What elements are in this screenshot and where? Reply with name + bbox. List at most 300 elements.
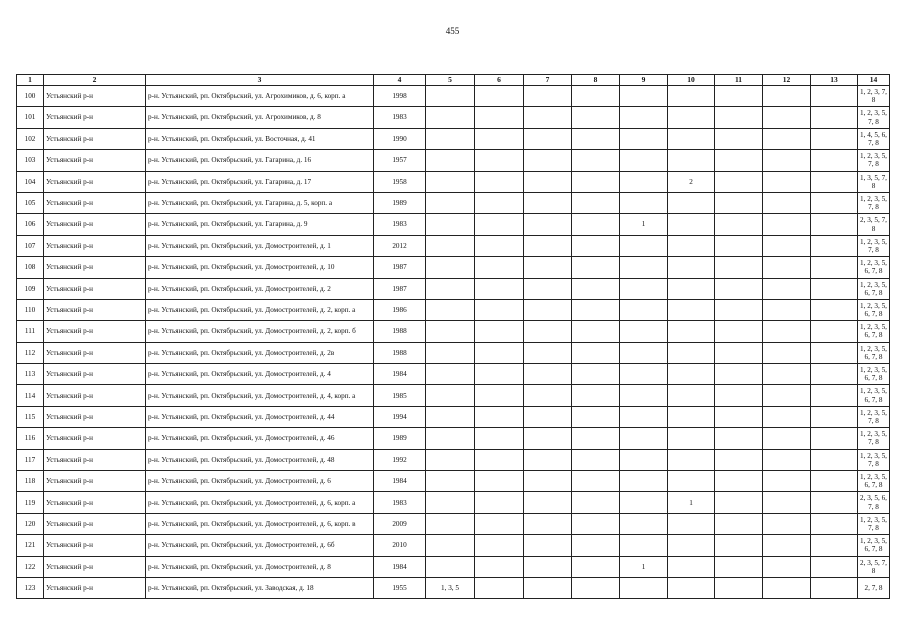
col5-cell — [426, 342, 475, 363]
col14-cell: 1, 2, 3, 5, 7, 8 — [858, 449, 890, 470]
col11-cell — [715, 128, 763, 149]
col8-cell — [572, 556, 620, 577]
address-cell: р-н. Устьянский, рп. Октябрьский, ул. Домостроителей, д. 8 — [146, 556, 374, 577]
col13-cell — [811, 556, 858, 577]
table-row — [17, 171, 890, 192]
col12-cell — [763, 171, 811, 192]
col9-cell — [620, 299, 668, 320]
col10-cell — [668, 321, 715, 342]
col6-cell — [475, 492, 524, 513]
table-row — [17, 257, 890, 278]
col9-cell — [620, 385, 668, 406]
col10-cell — [668, 257, 715, 278]
address-cell: р-н. Устьянский, рп. Октябрьский, ул. Агрохимиков, д. 8 — [146, 107, 374, 128]
col14-cell: 1, 2, 3, 5, 6, 7, 8 — [858, 342, 890, 363]
col5-cell — [426, 428, 475, 449]
col7-cell — [524, 299, 572, 320]
col12-cell — [763, 364, 811, 385]
year-cell: 2012 — [374, 235, 426, 256]
col10-cell — [668, 342, 715, 363]
col14-cell: 1, 2, 3, 5, 6, 7, 8 — [858, 471, 890, 492]
col6-cell — [475, 513, 524, 534]
district-cell: Устьянский р-н — [44, 192, 146, 213]
col5-cell — [426, 492, 475, 513]
col8-cell — [572, 342, 620, 363]
district-cell: Устьянский р-н — [44, 406, 146, 427]
year-cell: 1992 — [374, 449, 426, 470]
col7-cell — [524, 492, 572, 513]
col8-cell — [572, 107, 620, 128]
row-number-cell: 120 — [17, 513, 44, 534]
year-cell: 1988 — [374, 342, 426, 363]
district-cell: Устьянский р-н — [44, 449, 146, 470]
col8-cell — [572, 449, 620, 470]
col6-cell — [475, 150, 524, 171]
year-cell: 1958 — [374, 171, 426, 192]
col13-cell — [811, 513, 858, 534]
col12-cell — [763, 107, 811, 128]
col6-cell — [475, 428, 524, 449]
col14-cell: 1, 2, 3, 5, 7, 8 — [858, 150, 890, 171]
col11-cell — [715, 86, 763, 107]
district-cell: Устьянский р-н — [44, 577, 146, 598]
year-cell: 1990 — [374, 128, 426, 149]
housing-registry-table — [16, 74, 890, 599]
col10-cell — [668, 577, 715, 598]
address-cell: р-н. Устьянский, рп. Октябрьский, ул. Домостроителей, д. 1 — [146, 235, 374, 256]
col6-cell — [475, 86, 524, 107]
year-cell: 1984 — [374, 471, 426, 492]
col7-cell — [524, 86, 572, 107]
row-number-cell: 113 — [17, 364, 44, 385]
col9-cell — [620, 577, 668, 598]
col7-cell — [524, 428, 572, 449]
col10-cell — [668, 385, 715, 406]
col9-cell — [620, 342, 668, 363]
address-cell: р-н. Устьянский, рп. Октябрьский, ул. Заводская, д. 18 — [146, 577, 374, 598]
col8-cell — [572, 471, 620, 492]
col14-cell: 1, 2, 3, 5, 7, 8 — [858, 428, 890, 449]
col7-cell — [524, 321, 572, 342]
col14-cell: 2, 3, 5, 7, 8 — [858, 556, 890, 577]
col5-cell — [426, 150, 475, 171]
col11-cell — [715, 577, 763, 598]
table-row — [17, 278, 890, 299]
col6-cell — [475, 406, 524, 427]
col5-cell — [426, 299, 475, 320]
col14-cell: 2, 3, 5, 6, 7, 8 — [858, 492, 890, 513]
col9-cell — [620, 150, 668, 171]
col5-cell — [426, 385, 475, 406]
col9-cell — [620, 107, 668, 128]
table-row — [17, 385, 890, 406]
col8-cell — [572, 492, 620, 513]
address-cell: р-н. Устьянский, рп. Октябрьский, ул. Гагарина, д. 9 — [146, 214, 374, 235]
address-cell: р-н. Устьянский, рп. Октябрьский, ул. Гагарина, д. 5, корп. а — [146, 192, 374, 213]
col9-cell — [620, 513, 668, 534]
col9-cell — [620, 364, 668, 385]
district-cell: Устьянский р-н — [44, 535, 146, 556]
col12-cell — [763, 471, 811, 492]
col10-cell — [668, 471, 715, 492]
col14-cell: 1, 2, 3, 5, 6, 7, 8 — [858, 535, 890, 556]
col12-cell — [763, 428, 811, 449]
col12-cell — [763, 214, 811, 235]
col7-cell — [524, 471, 572, 492]
district-cell: Устьянский р-н — [44, 128, 146, 149]
col11-cell — [715, 513, 763, 534]
year-cell: 1983 — [374, 107, 426, 128]
year-cell: 1983 — [374, 492, 426, 513]
row-number-cell: 102 — [17, 128, 44, 149]
year-cell: 1994 — [374, 406, 426, 427]
column-header-4: 4 — [374, 75, 426, 86]
table-header-row — [17, 75, 890, 86]
col11-cell — [715, 257, 763, 278]
address-cell: р-н. Устьянский, рп. Октябрьский, ул. Гагарина, д. 17 — [146, 171, 374, 192]
col5-cell — [426, 107, 475, 128]
col7-cell — [524, 214, 572, 235]
row-number-cell: 118 — [17, 471, 44, 492]
column-header-1: 1 — [17, 75, 44, 86]
col5-cell — [426, 128, 475, 149]
col6-cell — [475, 364, 524, 385]
col13-cell — [811, 342, 858, 363]
col12-cell — [763, 278, 811, 299]
col8-cell — [572, 150, 620, 171]
table-row — [17, 535, 890, 556]
table-row — [17, 556, 890, 577]
col5-cell — [426, 192, 475, 213]
col14-cell: 1, 4, 5, 6, 7, 8 — [858, 128, 890, 149]
year-cell: 1984 — [374, 364, 426, 385]
col10-cell — [668, 449, 715, 470]
col5-cell — [426, 214, 475, 235]
col8-cell — [572, 278, 620, 299]
col13-cell — [811, 150, 858, 171]
col7-cell — [524, 577, 572, 598]
col12-cell — [763, 128, 811, 149]
col12-cell — [763, 556, 811, 577]
col7-cell — [524, 107, 572, 128]
col8-cell — [572, 535, 620, 556]
col6-cell — [475, 278, 524, 299]
page-number: 455 — [445, 26, 460, 36]
address-cell: р-н. Устьянский, рп. Октябрьский, ул. Гагарина, д. 16 — [146, 150, 374, 171]
col13-cell — [811, 577, 858, 598]
col13-cell — [811, 321, 858, 342]
address-cell: р-н. Устьянский, рп. Октябрьский, ул. Домостроителей, д. 6, корп. в — [146, 513, 374, 534]
col9-cell — [620, 257, 668, 278]
district-cell: Устьянский р-н — [44, 428, 146, 449]
col8-cell — [572, 406, 620, 427]
col6-cell — [475, 214, 524, 235]
col9-cell: 1 — [620, 556, 668, 577]
table-row — [17, 428, 890, 449]
address-cell: р-н. Устьянский, рп. Октябрьский, ул. Восточная, д. 41 — [146, 128, 374, 149]
col14-cell: 1, 2, 3, 5, 7, 8 — [858, 406, 890, 427]
col8-cell — [572, 214, 620, 235]
col6-cell — [475, 107, 524, 128]
col8-cell — [572, 257, 620, 278]
year-cell: 1955 — [374, 577, 426, 598]
address-cell: р-н. Устьянский, рп. Октябрьский, ул. Домостроителей, д. 10 — [146, 257, 374, 278]
col9-cell: 1 — [620, 214, 668, 235]
table-row — [17, 86, 890, 107]
column-header-2: 2 — [44, 75, 146, 86]
col14-cell: 1, 2, 3, 7, 8 — [858, 86, 890, 107]
column-header-13: 13 — [811, 75, 858, 86]
col11-cell — [715, 321, 763, 342]
col13-cell — [811, 471, 858, 492]
year-cell: 1987 — [374, 257, 426, 278]
col11-cell — [715, 535, 763, 556]
col11-cell — [715, 428, 763, 449]
year-cell: 2010 — [374, 535, 426, 556]
row-number-cell: 122 — [17, 556, 44, 577]
col12-cell — [763, 192, 811, 213]
district-cell: Устьянский р-н — [44, 471, 146, 492]
district-cell: Устьянский р-н — [44, 321, 146, 342]
col11-cell — [715, 406, 763, 427]
col6-cell — [475, 192, 524, 213]
col11-cell — [715, 471, 763, 492]
table-row — [17, 492, 890, 513]
col9-cell — [620, 471, 668, 492]
col10-cell — [668, 192, 715, 213]
col10-cell — [668, 364, 715, 385]
col9-cell — [620, 235, 668, 256]
year-cell: 2009 — [374, 513, 426, 534]
col14-cell: 1, 2, 3, 5, 6, 7, 8 — [858, 321, 890, 342]
col7-cell — [524, 535, 572, 556]
col14-cell: 2, 7, 8 — [858, 577, 890, 598]
col7-cell — [524, 128, 572, 149]
address-cell: р-н. Устьянский, рп. Октябрьский, ул. Домостроителей, д. 2, корп. а — [146, 299, 374, 320]
year-cell: 1986 — [374, 299, 426, 320]
col12-cell — [763, 235, 811, 256]
row-number-cell: 111 — [17, 321, 44, 342]
col10-cell: 1 — [668, 492, 715, 513]
address-cell: р-н. Устьянский, рп. Октябрьский, ул. Домостроителей, д. 4, корп. а — [146, 385, 374, 406]
col8-cell — [572, 513, 620, 534]
col10-cell — [668, 235, 715, 256]
col9-cell — [620, 492, 668, 513]
row-number-cell: 104 — [17, 171, 44, 192]
row-number-cell: 117 — [17, 449, 44, 470]
col7-cell — [524, 192, 572, 213]
col12-cell — [763, 449, 811, 470]
col6-cell — [475, 171, 524, 192]
col5-cell — [426, 364, 475, 385]
col11-cell — [715, 299, 763, 320]
table-row — [17, 321, 890, 342]
row-number-cell: 112 — [17, 342, 44, 363]
address-cell: р-н. Устьянский, рп. Октябрьский, ул. Домостроителей, д. 2, корп. б — [146, 321, 374, 342]
table-row — [17, 214, 890, 235]
col11-cell — [715, 492, 763, 513]
table-row — [17, 449, 890, 470]
address-cell: р-н. Устьянский, рп. Октябрьский, ул. Домостроителей, д. 44 — [146, 406, 374, 427]
col13-cell — [811, 278, 858, 299]
col10-cell — [668, 513, 715, 534]
col11-cell — [715, 214, 763, 235]
year-cell: 1984 — [374, 556, 426, 577]
col12-cell — [763, 577, 811, 598]
col5-cell: 1, 3, 5 — [426, 577, 475, 598]
col5-cell — [426, 86, 475, 107]
row-number-cell: 110 — [17, 299, 44, 320]
year-cell: 1987 — [374, 278, 426, 299]
col13-cell — [811, 107, 858, 128]
col13-cell — [811, 364, 858, 385]
col11-cell — [715, 171, 763, 192]
row-number-cell: 114 — [17, 385, 44, 406]
col7-cell — [524, 171, 572, 192]
col9-cell — [620, 171, 668, 192]
col13-cell — [811, 192, 858, 213]
district-cell: Устьянский р-н — [44, 492, 146, 513]
col6-cell — [475, 577, 524, 598]
col14-cell: 1, 2, 3, 5, 6, 7, 8 — [858, 278, 890, 299]
col8-cell — [572, 299, 620, 320]
col6-cell — [475, 449, 524, 470]
col12-cell — [763, 535, 811, 556]
col12-cell — [763, 342, 811, 363]
col8-cell — [572, 192, 620, 213]
col10-cell — [668, 150, 715, 171]
col9-cell — [620, 192, 668, 213]
col10-cell — [668, 128, 715, 149]
col5-cell — [426, 257, 475, 278]
col11-cell — [715, 385, 763, 406]
col5-cell — [426, 556, 475, 577]
col13-cell — [811, 257, 858, 278]
column-header-8: 8 — [572, 75, 620, 86]
col5-cell — [426, 471, 475, 492]
col14-cell: 1, 2, 3, 5, 7, 8 — [858, 192, 890, 213]
district-cell: Устьянский р-н — [44, 150, 146, 171]
col10-cell — [668, 86, 715, 107]
table-row — [17, 150, 890, 171]
col6-cell — [475, 471, 524, 492]
col9-cell — [620, 128, 668, 149]
col9-cell — [620, 321, 668, 342]
column-header-7: 7 — [524, 75, 572, 86]
row-number-cell: 106 — [17, 214, 44, 235]
col12-cell — [763, 385, 811, 406]
col11-cell — [715, 364, 763, 385]
address-cell: р-н. Устьянский, рп. Октябрьский, ул. Агрохимиков, д. 6, корп. а — [146, 86, 374, 107]
table-row — [17, 128, 890, 149]
col10-cell — [668, 107, 715, 128]
row-number-cell: 107 — [17, 235, 44, 256]
col7-cell — [524, 556, 572, 577]
col7-cell — [524, 278, 572, 299]
col9-cell — [620, 278, 668, 299]
col13-cell — [811, 171, 858, 192]
column-header-14: 14 — [858, 75, 890, 86]
district-cell: Устьянский р-н — [44, 513, 146, 534]
col6-cell — [475, 321, 524, 342]
col5-cell — [426, 235, 475, 256]
column-header-11: 11 — [715, 75, 763, 86]
col13-cell — [811, 86, 858, 107]
row-number-cell: 108 — [17, 257, 44, 278]
col7-cell — [524, 449, 572, 470]
col10-cell — [668, 299, 715, 320]
year-cell: 1983 — [374, 214, 426, 235]
year-cell: 1989 — [374, 428, 426, 449]
col6-cell — [475, 385, 524, 406]
col12-cell — [763, 150, 811, 171]
column-header-6: 6 — [475, 75, 524, 86]
table-row — [17, 235, 890, 256]
year-cell: 1957 — [374, 150, 426, 171]
district-cell: Устьянский р-н — [44, 235, 146, 256]
district-cell: Устьянский р-н — [44, 86, 146, 107]
row-number-cell: 105 — [17, 192, 44, 213]
col7-cell — [524, 235, 572, 256]
col11-cell — [715, 150, 763, 171]
row-number-cell: 119 — [17, 492, 44, 513]
district-cell: Устьянский р-н — [44, 556, 146, 577]
col11-cell — [715, 449, 763, 470]
col14-cell: 1, 2, 3, 5, 6, 7, 8 — [858, 385, 890, 406]
col11-cell — [715, 342, 763, 363]
column-header-10: 10 — [668, 75, 715, 86]
col13-cell — [811, 406, 858, 427]
col5-cell — [426, 513, 475, 534]
row-number-cell: 100 — [17, 86, 44, 107]
col11-cell — [715, 278, 763, 299]
table-row — [17, 192, 890, 213]
row-number-cell: 121 — [17, 535, 44, 556]
district-cell: Устьянский р-н — [44, 342, 146, 363]
address-cell: р-н. Устьянский, рп. Октябрьский, ул. Домостроителей, д. 4 — [146, 364, 374, 385]
row-number-cell: 123 — [17, 577, 44, 598]
col9-cell — [620, 406, 668, 427]
col10-cell: 2 — [668, 171, 715, 192]
column-header-12: 12 — [763, 75, 811, 86]
col12-cell — [763, 257, 811, 278]
col11-cell — [715, 235, 763, 256]
col8-cell — [572, 364, 620, 385]
col12-cell — [763, 406, 811, 427]
col9-cell — [620, 86, 668, 107]
col7-cell — [524, 364, 572, 385]
table-row — [17, 471, 890, 492]
column-header-3: 3 — [146, 75, 374, 86]
col10-cell — [668, 535, 715, 556]
column-header-5: 5 — [426, 75, 475, 86]
row-number-cell: 109 — [17, 278, 44, 299]
district-cell: Устьянский р-н — [44, 257, 146, 278]
district-cell: Устьянский р-н — [44, 214, 146, 235]
column-header-9: 9 — [620, 75, 668, 86]
col13-cell — [811, 299, 858, 320]
address-cell: р-н. Устьянский, рп. Октябрьский, ул. Домостроителей, д. 6 — [146, 471, 374, 492]
col10-cell — [668, 556, 715, 577]
col12-cell — [763, 513, 811, 534]
col5-cell — [426, 278, 475, 299]
col7-cell — [524, 150, 572, 171]
col9-cell — [620, 449, 668, 470]
col13-cell — [811, 428, 858, 449]
district-cell: Устьянский р-н — [44, 278, 146, 299]
col12-cell — [763, 492, 811, 513]
address-cell: р-н. Устьянский, рп. Октябрьский, ул. Домостроителей, д. 6, корп. а — [146, 492, 374, 513]
